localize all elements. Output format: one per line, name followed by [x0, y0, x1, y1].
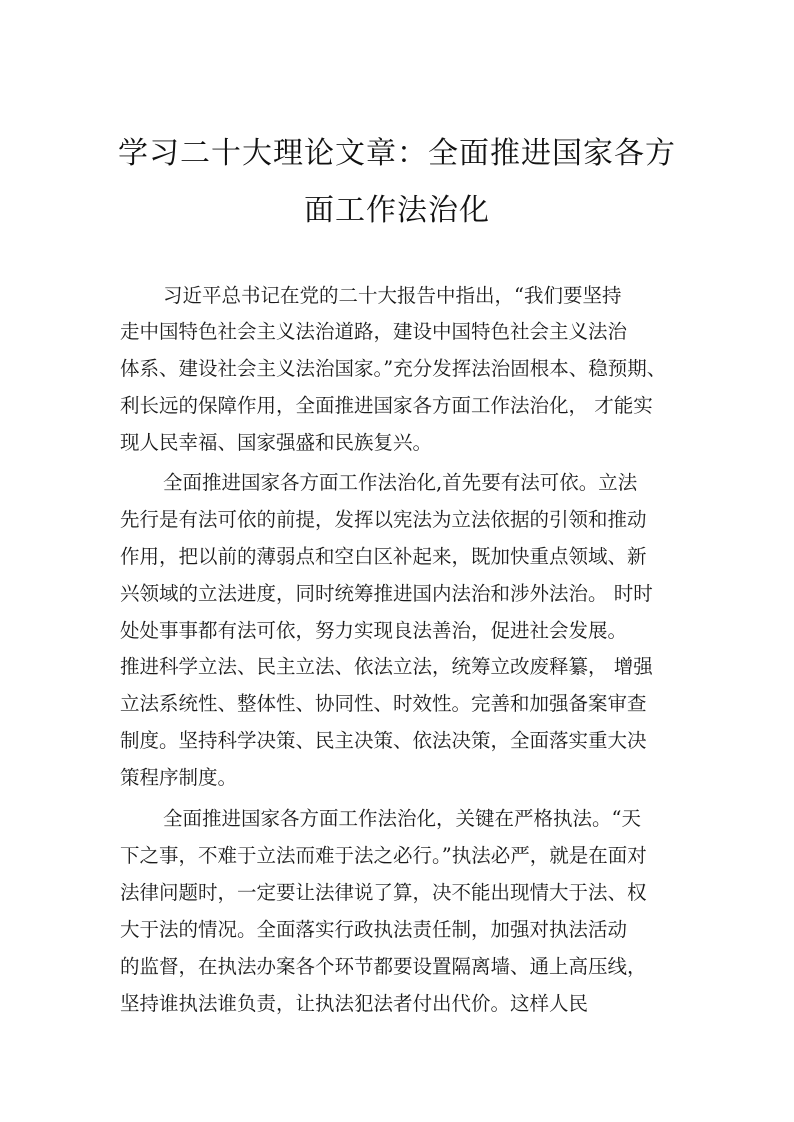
paragraph-line: 利长远的保障作用，全面推进国家各方面工作法治化， 才能实: [120, 394, 653, 417]
paragraph-line: 策程序制度。: [120, 766, 238, 789]
paragraph-line: 现人民幸福、国家强盛和民族复兴。: [120, 431, 433, 454]
paragraph-line: 坚持谁执法谁负责，让执法犯法者付出代价。这样人民: [120, 992, 589, 1015]
paragraph-line: 作用，把以前的薄弱点和空白区补起来，既加快重点领域、新: [120, 545, 647, 568]
document-title-line-2: 面工作法治化: [304, 193, 490, 228]
paragraph-line: 推进科学立法、民主立法、依法立法，统筹立改废释纂， 增强: [120, 655, 653, 678]
paragraph-line: 体系、建设社会主义法治国家。”充分发挥法治固根本、稳预期、: [120, 357, 667, 380]
paragraph-line: 制度。坚持科学决策、民主决策、依法决策，全面落实重大决: [120, 729, 647, 752]
paragraph-line: 兴领域的立法进度，同时统筹推进国内法治和涉外法治。 时时: [120, 582, 653, 605]
paragraph-line: 习近平总书记在党的二十大报告中指出，“我们要坚持: [163, 284, 622, 307]
paragraph-line: 的监督，在执法办案各个环节都要设置隔离墙、通上高压线，: [120, 955, 647, 978]
paragraph-line: 先行是有法可依的前提，发挥以宪法为立法依据的引领和推动: [120, 508, 647, 531]
paragraph-line: 法律问题时，一定要让法律说了算，决不能出现情大于法、权: [120, 881, 647, 904]
document-title-line-1: 学习二十大理论文章：全面推进国家各方: [118, 136, 676, 171]
paragraph-line: 大于法的情况。全面落实行政执法责任制，加强对执法活动: [120, 918, 628, 941]
paragraph-line: 立法系统性、整体性、协同性、时效性。完善和加强备案审查: [120, 692, 647, 715]
paragraph-line: 走中国特色社会主义法治道路，建设中国特色社会主义法治: [120, 320, 628, 343]
paragraph-line: 全面推进国家各方面工作法治化,首先要有法可依。立法: [163, 471, 638, 494]
paragraph-line: 下之事，不难于立法而难于法之必行。”执法必严，就是在面对: [120, 844, 647, 867]
paragraph-line: 处处事事都有法可依，努力实现良法善治，促进社会发展。: [120, 619, 628, 642]
paragraph-line: 全面推进国家各方面工作法治化，关键在严格执法。“天: [163, 807, 641, 830]
